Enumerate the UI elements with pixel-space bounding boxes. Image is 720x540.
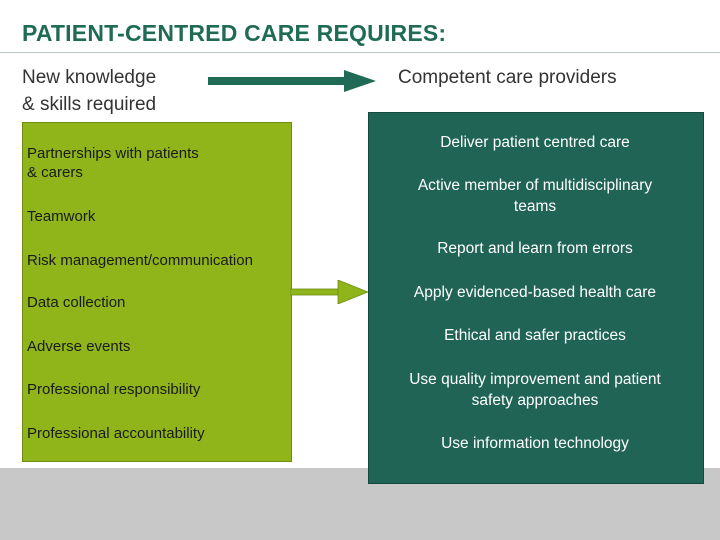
list-item-line1: Partnerships with patients	[27, 145, 199, 162]
list-item	[368, 369, 702, 411]
title-divider	[0, 52, 720, 53]
list-item-line2: & carers	[27, 164, 83, 181]
list-item: Report and learn from errors	[437, 240, 633, 257]
list-item	[27, 144, 199, 182]
left-heading	[22, 64, 156, 118]
list-item-line1: Use quality improvement and patient	[409, 371, 661, 388]
list-item: Use information technology	[441, 435, 629, 452]
list-item-line1: Active member of multidisciplinary	[417, 177, 653, 194]
left-heading-line1: New knowledge	[22, 67, 157, 88]
list-item: Teamwork	[27, 208, 96, 225]
right-arrow-icon	[208, 70, 376, 92]
list-item-line2: teams	[513, 198, 557, 215]
page-title: PATIENT-CENTRED CARE REQUIRES:	[22, 20, 447, 46]
list-item: Professional accountability	[27, 425, 205, 442]
list-item: Deliver patient centred care	[440, 134, 630, 151]
list-item: Adverse events	[27, 338, 131, 355]
list-item	[368, 175, 702, 217]
right-arrow-icon	[290, 280, 368, 304]
list-item: Professional responsibility	[27, 381, 201, 398]
list-item: Apply evidenced-based health care	[413, 284, 657, 301]
list-item: Risk management/communication	[27, 252, 253, 269]
list-item: Data collection	[27, 294, 126, 311]
right-heading: Competent care providers	[398, 67, 617, 88]
list-item: Ethical and safer practices	[444, 327, 626, 344]
list-item-line2: safety approaches	[471, 392, 599, 409]
left-heading-line2: & skills required	[22, 94, 157, 115]
